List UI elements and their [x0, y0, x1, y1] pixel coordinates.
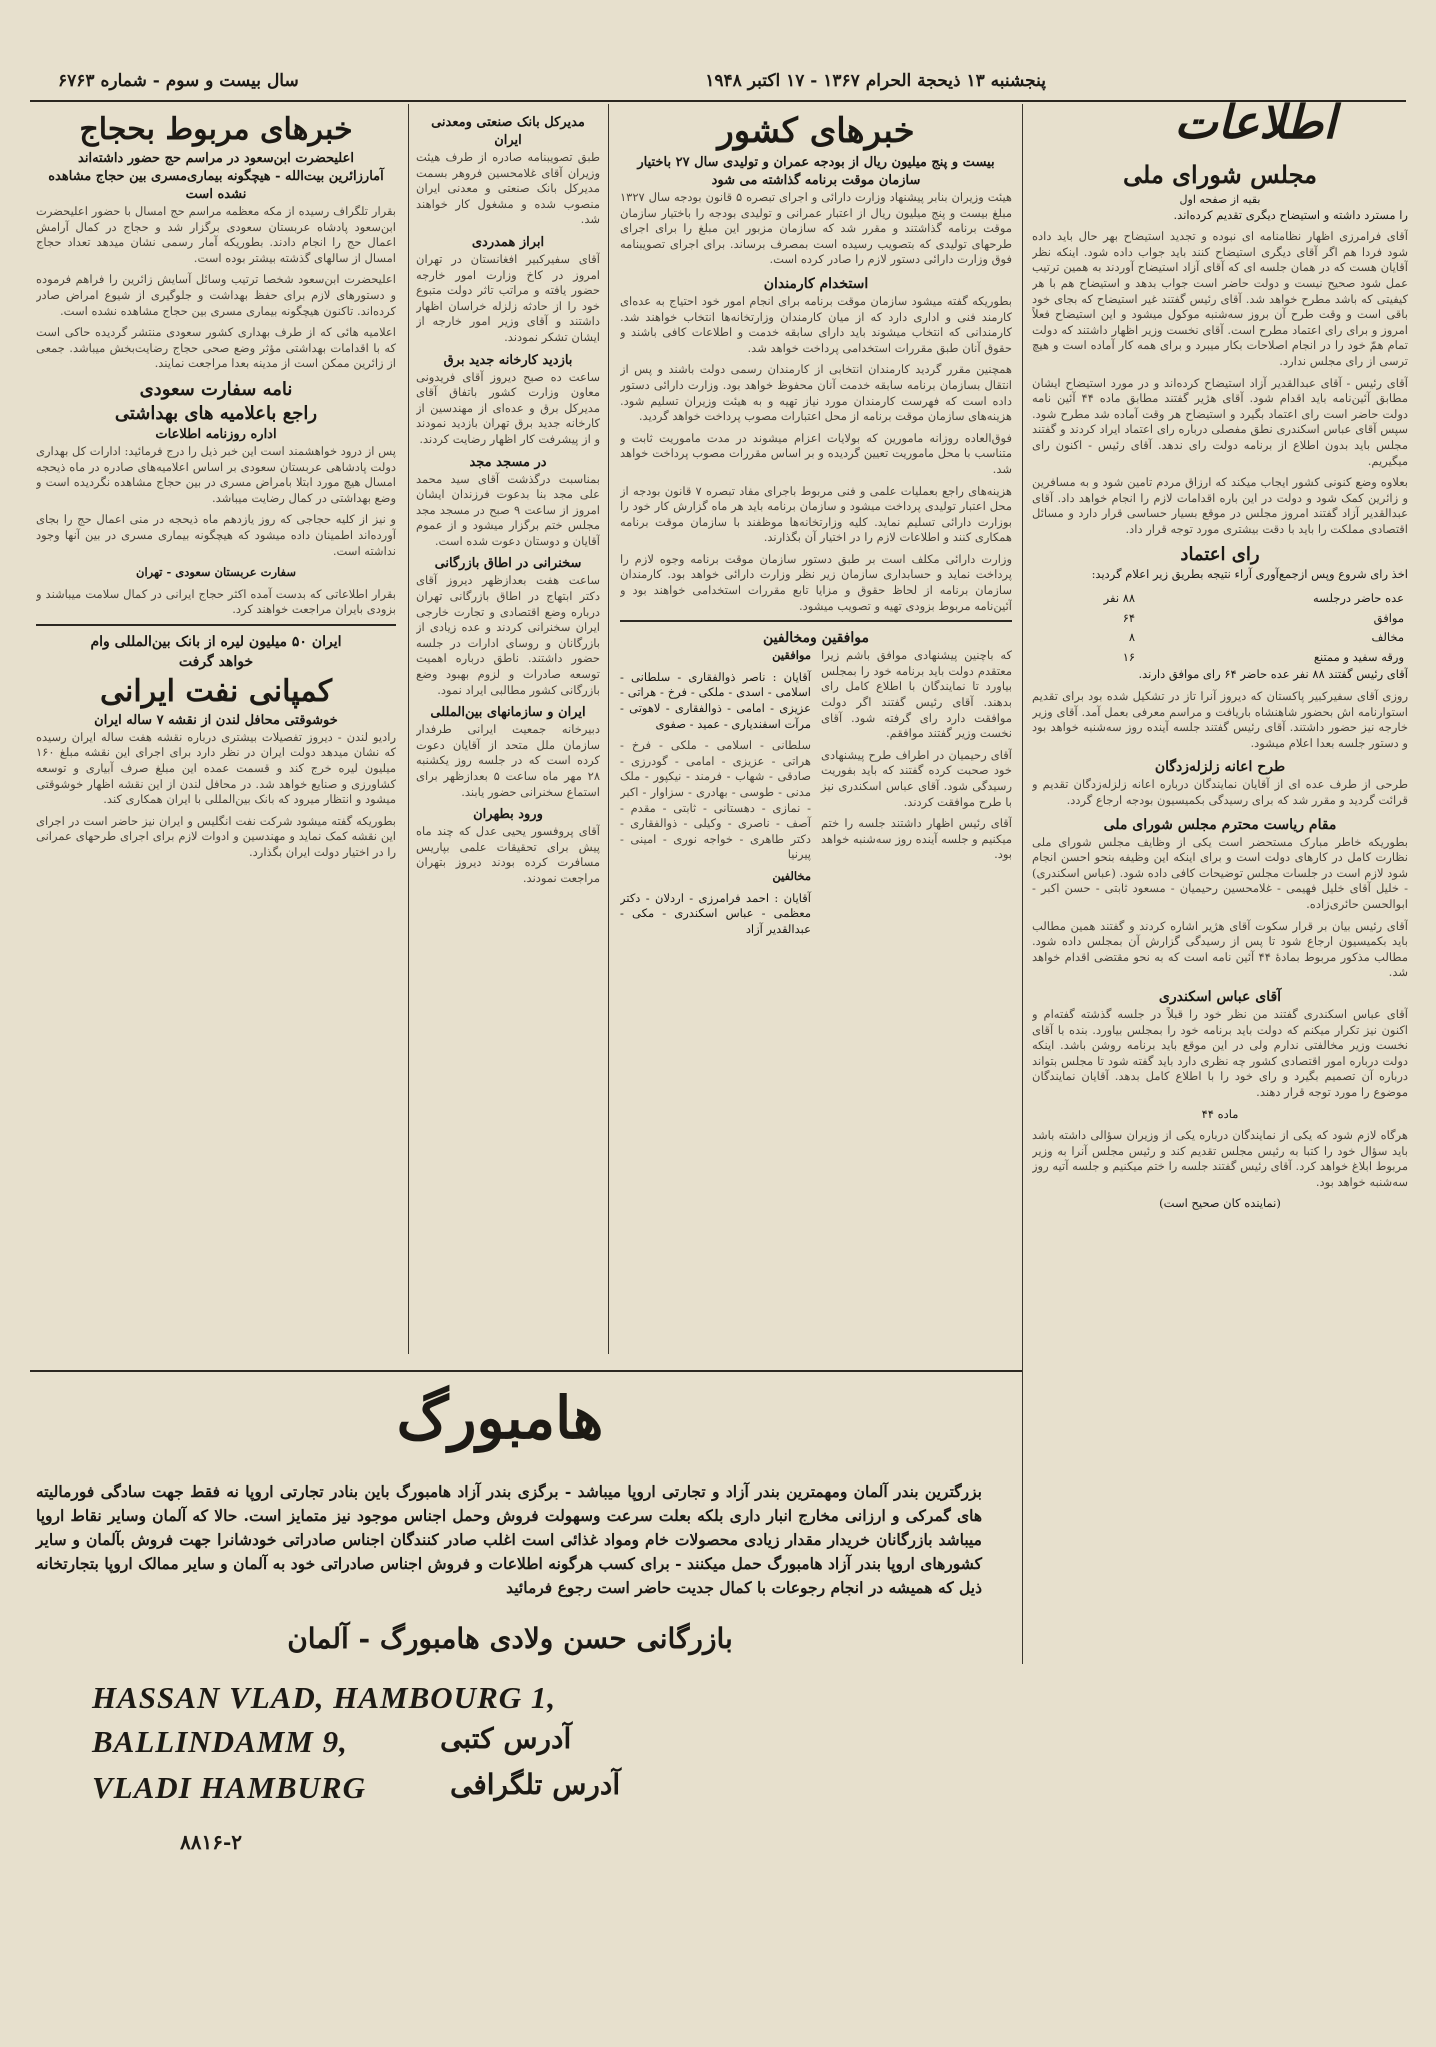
ad-body: بزرگترین بندر آلمان ومهمترین بندر آزاد و تجارتی اروپا میباشد - برگزی بندر آزاد هامبورگ باین بنادر تجارتی اروپا نه فقط جهت سادگی فورمالیته های گمرکی و ارزانی مخارج انبار داری بلکه بعلت سرعت وسهولت فروش وحمل اجناس موجود نیز متمایز است. حالا که آلمان وسایر نقاط اروپا میباشد بازرگانان خریدار مقدار زیادی محصولات خام ومواد غذائی است اغلب صادر کنندگان اجناس صادراتی خودشانرا جهت فروش بآلمان و سایر کشورهای اروپا بندر آزاد هامبورگ حمل میکنند - برای کسب هرگونه اطلاعات و فروش اجناس صادراتی خود به آلمان و سایر ممالک اروپا بتجارتخانه ذیل که همیشه در انجام رجوعات با کمال جدیت حاضر است رجوع فرمائید — [36, 1482, 982, 1597]
mosque-title: در مسجد مجد — [469, 454, 547, 470]
arrival-title: ورود بطهران — [473, 807, 543, 823]
ad-address-line1: HASSAN VLAD, HAMBOURG 1, — [92, 1680, 557, 1715]
muwafeqin-label: موافقین — [772, 648, 811, 663]
table-row: مخالف ۸ — [1128, 630, 1404, 645]
mokhalefin-label: مخالفین — [772, 868, 811, 883]
hajj-column: خبرهای مربوط بحجاج اعلیحضرت ابن‌سعود در مراسم حج حضور داشته‌اند آمارزائرین بیت‌الله - هیچگونه بیماری‌مسری بین حجاج مشاهده نشده است بقرار تلگراف رسیده از مکه معظمه مراسم حج امسال با حضور اعلیحضرت ابن‌سعود پادشاه عربستان سعودی برگزار شد و حجاج در کمال آرامش اعمال حج را انجام دادند. بطوریکه آمار رسمی نشان میدهد تعداد حجاج امسال از سالهای گذشته بیشتر بوده است. اعلیحضرت ابن‌سعود شخصا ترتیب وسائل آسایش زائرین را فراهم فرموده و دستورهای لازم برای حفظ بهداشت و جلوگیری از شیوع امراض صادر کرده‌اند. تاکنون هیچگونه بیماری مسری بین حجاج مشاهده نشده است. اعلامیه هائی که از طرف بهداری کشور سعودی منتشر گردیده حاکی است که با اقدامات بهداشتی مؤثر وضع صحی حجاج رضایت‌بخش میباشد. جمعی از زائرین ممکن است از مدینه بعدا مراجعت نمایند. نامه سفارت سعودی راجع باعلامیه های بهداشتی اداره روزنامه اطلاعات پس از درود خواهشمند است این خبر ذیل را درج فرمائید: ادارات کل بهداری دولت پادشاهی عربستان سعودی بر اساس اعلامیه‌های صادره در ماه ذیحجه امسال هیچ مورد ابتلا بامراض مسری در بین حجاج مشاهده نگردیده است و وضع بهداشتی در کمال رضایت میباشد. و نیز از کلیه حجاجی که روز یازدهم ماه ذیحجه در منی اعمال حج را بجای آورده‌اند اطمینان داده میشود که هیچگونه بیماری مسری در بین آنها وجود نداشته است. سفارت عربستان سعودی - تهران بقرار اطلاعاتی که بدست آمده اکثر حجاج ایرانی در کمال سلامت میباشند و بزودی بایران مراجعت خواهند کرد. ایران ۵۰ میلیون لیره از بانک بین‌المللی وام خواهد گرفت کمپانی نفت ایرانی خوشوقتی محافل لندن از نقشه ۷ ساله ایران رادیو لندن - دیروز تفصیلات بیشتری درباره نقشه هفت ساله ایران رسیده که نشان میدهد دولت ایران در نظر دارد برای اجرای این نقشه مبلغ ۱۶۰ میلیون لیره خرج کند و قسمت عمده این مبلغ صرف آبیاری و توسعه کشاورزی و صنایع خواهد شد. در محافل لندن از این نقشه اظهار خوشوقتی میشود و انتظار میرود که بانک بین‌المللی با ایران همکاری کند. بطوریکه گفته میشود شرکت نفت انگلیس و ایران نیز حاضر است در اجرای این نقشه کمک نماید و مهندسین و ادوات لازم برای اجرای طرحهای عمرانی را در اختیار دولت ایران بگذارد. — [36, 112, 396, 860]
oil-title: کمپانی نفت ایرانی — [100, 673, 332, 709]
ad-divider — [30, 1370, 1022, 1372]
article-label: ماده ۴۴ — [1201, 1106, 1239, 1121]
section-divider — [36, 624, 396, 626]
keshvar-headline: بیست و پنج میلیون ریال از بودجه عمران و تولیدی سال ۲۷ باختیار سازمان موقت برنامه گذاشته می شود — [637, 155, 995, 188]
ad-address-line2: BALLINDAMM 9, — [92, 1724, 348, 1759]
votes-table — [1032, 589, 1408, 667]
loan-line2: خواهد گرفت — [178, 653, 254, 670]
votes-box-right: که باچنین پیشنهادی موافق باشم زیرا معتقدم دولت باید برنامه خود را بمجلس بیاورد تا نمایندگان با اطلاع کامل رای بدهند. آقای رئیس گفتند اگر دولت موافقت دارد رای گرفته شود. آقای نخست وزیر گفتند موافقم. آقای رحیمیان در اطراف طرح پیشنهادی خود صحبت کرده گفتند که باید بفوریت رسیدگی شود. آقای عباس اسکندری نیز با طرح موافقت کردند. آقای رئیس اظهار داشتند جلسه را ختم میکنیم و جلسه آینده روز سه‌شنبه خواهد بود. — [821, 648, 1012, 862]
votes-box — [620, 648, 1012, 943]
ad-title: هامبورگ — [396, 1384, 604, 1452]
muwafeqin-names: آقایان : ناصر ذوالفقاری - سلطانی - اسلامی - اسدی - ملکی - فرخ - هراتی - عزیزی - امامی - ذوالفقاری - لاهوتی - مرآت اسفندیاری - عمید - صفوی — [620, 669, 811, 731]
votes-box-title: موافقین ومخالفین — [763, 630, 869, 647]
continued-note: بقیه از صفحه اول — [1179, 193, 1261, 206]
final-line: (نماینده کان صحیح است) — [1159, 1196, 1281, 1211]
votes-box-left: موافقین آقایان : ناصر ذوالفقاری - سلطانی - اسلامی - اسدی - ملکی - فرخ - هراتی - عزیزی - امامی - ذوالفقاری - لاهوتی - مرآت اسفندیاری - عمید - صفوی سلطانی - اسلامی - ملکی - فرخ - هراتی - عزیزی - امامی - گودرزی - صادقی - شهاب - فرمند - نیکپور - ملک مدنی - طوسی - بهادری - سزاوار - اکبر - نمازی - دهستانی - ثابتی - مقدم - آصف - ناصری - وکیلی - ذوالفقاری - دکتر طاهری - خواجه نوری - امینی - پیرنیا مخالفین آقایان : احمد فرامرزی - اردلان - دکتر معظمی - عباس اسکندری - مکی - عبدالقدیر آزاد — [620, 648, 811, 936]
majlis-column: مجلس شورای ملی بقیه از صفحه اول را مسترد داشته و استیضاح دیگری تقدیم کرده‌اند. آقای فرامرزی اظهار نظامنامه ای نبوده و تجدید استیضاح بهر حال باید داده شود فردا هم اگر آقای دیگری استیضاح کنند باید جواب داده شود. اینکه نظر آقایان هست که در همان جلسه ای که آقای آزاد استیضاح آوردند به همین ترتیب عمل شود صحیح نیست و دولت حاضر است جواب بدهد و استیضاح هم با هر کیفیتی که باشد مطرح خواهد شد. آقای رئیس گفتند غیر استیضاح که بجای خود باقی است و وقت طرح آن بروز سه‌شنبه موکول میشود و این استیضاح فعلاً امروز و برای رای اعتماد مطرح است. آقای نخست وزیر اظهار داشتند که دولت تمام همّ خود را در انجام اصلاحات بکار میبرد و برای همه کار آماده است و هیچ ترسی از رای مجلس ندارد. آقای رئیس - آقای عبدالقدیر آزاد استیضاح کرده‌اند و در مورد استیضاح ایشان مطابق آئین‌نامه باید اقدام شود. آقای هژیر گفتند مطابق ماده ۴۴ آئین نامه دولت حاضر است رای اعتماد بگیرد و استیضاح هر وقت آماده شد مطرح شود. سپس آقای عباس اسکندری نطق مفصلی درباره رای اعتماد ایراد کردند و گفتند مجلس باید بدون اطلاع از برنامه دولت رای ندهد. آقای رئیس - اکنون رای میگیریم. بعلاوه وضع کنونی کشور ایجاب میکند که ارزاق مردم تامین شود و به مسافرین و زائرین کمک شود و دولت در این باره اقدامات لازم را انجام خواهد داد. آقای عبدالقدیر آزاد گفتند امروز مجلس در موقع بسیار حساسی قرار دارد و مسائل اقتصادی مملکت را باید با دقت بیشتری مورد توجه قرار داد. رای اعتماد اخذ رای شروع وپس ازجمع‌آوری آراء نتیجه بطریق زیر اعلام گردید: عده حاضر درجلسه ۸۸ نفر موافق ۶۴ مخالف ۸ ورقه سفید و ممتنع ۱۶ آقای رئیس گفتند ۸۸ نفر عده حاضر ۶۴ رای موافق دارند. روزی آقای سفیرکبیر پاکستان که دیروز آنرا تاز در تشکیل شده بود برای تقدیم استوارنامه اش بحضور شاهنشاه باریافت و مراسم معرفی بعمل آمد. آقای وزیر خارجه نیز حضور داشتند. آقای رئیس گفتند جلسه آینده روز سه‌شنبه خواهد بود و دستور جلسه بعدا اعلام میشود. طرح اعانه زلزله‌زدگان طرحی از طرف عده ای از آقایان نمایندگان درباره اعانه زلزله‌زدگان تقدیم و قرائت گردید و مقرر شد که برای رسیدگی بکمیسیون بودجه ارجاع گردد. مقام ریاست محترم مجلس شورای ملی بطوریکه خاطر مبارک مستحضر است یکی از وظایف مجلس شورای ملی نظارت کامل در کارهای دولت است و برای اینکه این وظیفه بنحو احسن انجام شود لازم است در جلسات مجلس توضیحات کافی داده شود. (عباس اسکندری) - خلیل آقای خلیل فهیمی - غلامحسین رحیمیان - مسعود ثابتی - حسن اکبر - ابوالحسن حائری‌زاده. آقای رئیس بیان بر قرار سکوت آقای هژیر اشاره کردند و گفتند همین مطالب باید بکمیسیون ارجاع شود تا پس از رسیدگی گزارش آن بمجلس داده شود. مطالب مذکور مربوط بمادۀ ۴۴ آئین نامه است که به نحو مقتضی اقدام خواهد شد. آقای عباس اسکندری آقای عباس اسکندری گفتند من نظر خود را قبلاً در جلسه گذشته گفته‌ام و اکنون نیز تکرار میکنم که دولت باید برنامه خود را بمجلس بیاورد. بنده با آقای نخست وزیر مخالفتی ندارم ولی در این موقع باید برنامه روشن باشد. اینکه دولت درباره امور اقتصادی کشور چه نظری دارد باید گفته شود تا مجلس بتواند درباره آن تصمیم بگیرد و رای خود را با اطلاع کامل بدهد. آقایان نمایندگان موضوع را مورد توجه قرار دهند. ماده ۴۴ هرگاه لازم شود که یکی از نمایندگان درباره یکی از وزیران سؤالی داشته باشد باید سؤال خود را کتبا به رئیس مجلس تقدیم کند و رئیس مجلس آنرا به وزیر مربوط ابلاغ خواهد کرد. آقای رئیس گفتند جلسه را ختم میکنیم و جلسه آتیه روز سه‌شنبه خواهد بود. (نماینده کان صحیح است) — [1032, 160, 1408, 1211]
table-row: موافق ۶۴ — [1122, 610, 1404, 625]
date-line: پنجشنبه ۱۳ ذیحجة الحرام ۱۳۶۷ - ۱۷ اکتبر ۱۹۴۸ — [705, 71, 1046, 91]
votes-result: آقای رئیس گفتند ۸۸ نفر عده حاضر ۶۴ رای موافق دارند. — [1138, 667, 1408, 682]
keshvar-title: خبرهای کشور — [717, 111, 915, 151]
letter-sub: راجع باعلامیه های بهداشتی — [114, 402, 318, 424]
middle-column: مدیرکل بانک صنعتی ومعدنی ایران طبق تصویبنامه صادره از طرف هیئت وزیران آقای غلامحسین فروهر بسمت مدیرکل بانک صنعتی و معدنی ایران منصوب شده و مشغول کار خواهند شد. ابراز همدردی آقای سفیرکبیر افغانستان در تهران امروز در کاخ وزارت امور خارجه حضور یافته و مراتب تاثر دولت متبوع خود را از حادثه زلزله خراسان اظهار داشتند و آقای وزیر امور خارجه از ایشان تشکر نمودند. بازدید کارخانه جدید برق ساعت ده صبح دیروز آقای فریدونی معاون وزارت کشور باتفاق آقای مدیرکل برق و عده‌ای از مهندسین از کارخانه جدید برق تهران بازدید نمودند و از پیشرفت کار اظهار رضایت کردند. در مسجد مجد بمناسبت درگذشت آقای سید محمد علی مجد بنا بدعوت فرزندان ایشان امروز از ساعت ۹ صبح در مسجد مجد مجلس ختم برگزار میشود و از عموم آقایان و دوستان دعوت شده است. سخنرانی در اطاق بازرگانی ساعت هفت بعدازظهر دیروز آقای دکتر ابتهاج در اطاق بازرگانی تهران درباره وضع اقتصادی و تجارت خارجی ایران سخنرانی کردند و عده زیادی از بازرگانان و روسای ادارات در جلسه حضور داشتند. ناطق درباره اهمیت توسعه صادرات و لزوم بهبود وضع بازرگانی کشور مطالبی ایراد نمود. ایران و سازمانهای بین‌المللی دبیرخانه جمعیت ایرانی طرفدار سازمان ملل متحد از آقایان دعوت کرده است که در جلسه روز یکشنبه ۲۸ مهر ماه ساعت ۵ بعدازظهر برای استماع سخنرانی حضور یابند. ورود بطهران آقای پروفسور یحیی عدل که چند ماه پیش برای تحقیقات علمی بپاریس مسافرت کرده بودند دیروز بتهران مراجعت نمودند. — [416, 115, 600, 885]
abbas-title: آقای عباس اسکندری — [1158, 988, 1282, 1005]
votes-title: رای اعتماد — [1180, 544, 1260, 566]
intl-orgs-title: ایران و سازمانهای بین‌المللی — [430, 705, 586, 721]
letter-to: اداره روزنامه اطلاعات — [155, 426, 277, 442]
ad-phone: ۸۸۱۶-۲ — [180, 1830, 243, 1854]
issue-line: سال بیست و سوم - شماره ۶۷۶۳ — [58, 71, 299, 91]
majlis-body: آقای فرامرزی اظهار نظامنامه ای نبوده و تجدید استیضاح بهر حال باید داده شود فردا هم اگر آقای دیگری استیضاح کنند باید جواب داده شود. اینکه نظر آقایان هست که در همان جلسه ای که آقای آزاد استیضاح آوردند به همین ترتیب عمل شود صحیح نیست و دولت حاضر است جواب بدهد و استیضاح هم با هر کیفیتی که باشد مطرح خواهد شد. آقای رئیس گفتند غیر استیضاح که بجای خود باقی است و وقت طرح آن بروز سه‌شنبه موکول میشود و این استیضاح فعلاً امروز و برای رای اعتماد مطرح است. آقای نخست وزیر اظهار داشتند که دولت تمام همّ خود را در انجام اصلاحات بکار میبرد و برای همه کار آماده است و هیچ ترسی از رای مجلس ندارد. — [1032, 229, 1408, 368]
hajj-title: خبرهای مربوط بحجاج — [79, 112, 353, 147]
column-divider — [608, 104, 609, 1354]
chamber-speech-title: سخنرانی در اطاق بازرگانی — [434, 556, 582, 572]
section-divider — [620, 620, 1012, 622]
ad-address-label: آدرس کتبی — [440, 1722, 572, 1755]
hajj-sub2: آمارزائرین بیت‌الله - هیچگونه بیماری‌مسری بین حجاج مشاهده نشده است — [48, 169, 384, 202]
embassy-sign: سفارت عربستان سعودی - تهران — [136, 565, 296, 580]
newspaper-logo: اطلاعات — [1174, 95, 1336, 149]
ad-telegraph-label: آدرس تلگرافی — [450, 1768, 621, 1801]
table-row: عده حاضر درجلسه ۸۸ نفر — [1103, 591, 1404, 606]
bank-title: مدیرکل بانک صنعتی ومعدنی ایران — [431, 115, 585, 148]
hajj-sub: اعلیحضرت ابن‌سعود در مراسم حج حضور داشته‌اند — [78, 151, 354, 166]
employ-title: استخدام کارمندان — [763, 275, 869, 292]
ministers-title: مقام ریاست محترم مجلس شورای ملی — [1103, 816, 1337, 833]
majlis-title: مجلس شورای ملی — [1123, 160, 1317, 189]
zilzeleh-title: طرح اعانه زلزله‌زدگان — [1154, 759, 1286, 776]
oil-sub: خوشوقتی محافل لندن از نقشه ۷ ساله ایران — [94, 712, 338, 728]
sympathy-title: ابراز همدردی — [471, 234, 545, 250]
ad-company: بازرگانی حسن ولادی هامبورگ - آلمان — [287, 1622, 733, 1655]
majlis-intro: را مسترد داشته و استیضاح دیگری تقدیم کرده‌اند. — [1173, 207, 1408, 222]
keshvar-column: خبرهای کشور بیست و پنج میلیون ریال از بودجه عمران و تولیدی سال ۲۷ باختیار سازمان موقت برنامه گذاشته می شود هیئت وزیران بنابر پیشنهاد وزارت دارائی و اجرای تبصره ۵ قانون بودجه سال ۱۳۲۷ مبلغ بیست و پنج میلیون ریال از اعتبار عمرانی و تولیدی بودجه را باختیار سازمان موقت برنامه گذاشتند و مقرر شد که سازمان مزبور این مبلغ را برای اجرای طرحهای تولیدی که بتصویب رسیده است بمصرف برساند. برای اجرای تصویبنامه فوق وزارت دارائی دستور لازم را صادر کرده است. استخدام کارمندان بطوریکه گفته میشود سازمان موقت برنامه برای انجام امور خود احتیاج به عده‌ای کارمند فنی و اداری دارد که از میان کارمندان وزارتخانه‌ها انتخاب خواهند شد. کارمندانی که انتخاب میشوند باید دارای سابقه خدمت و اطلاعات کافی باشند و حقوق آنان طبق مقررات استخدامی پرداخت خواهد شد. همچنین مقرر گردید کارمندان انتخابی از کارمندان رسمی دولت باشند و پس از انتقال بسازمان برنامه سابقه خدمت آنان محفوظ خواهد بود. وزارت دارائی دستور داده است که فهرست کارمندان مورد نیاز تهیه و به هیئت وزیران تسلیم شود. هزینه‌های سازمان موقت برنامه از محل اعتبارات مصوب پرداخت خواهد گردید. فوق‌العاده روزانه مامورین که بولایات اعزام میشوند در مدت ماموریت ثابت و متناسب با محل ماموریت تعیین گردیده و بر اساس مقررات مصوب پرداخت خواهد شد. هزینه‌های راجع بعملیات علمی و فنی مربوط باجرای مفاد تبصره ۷ قانون بودجه از محل اعتبار تولیدی پرداخت میشود و سازمان برنامه باید هر ماه گزارش کار خود را بوزارت دارائی تسلیم نماید. کلیه وزارتخانه‌ها موظفند با سازمان موقت برنامه همکاری کنند و اطلاعات لازم را در اختیار آن بگذارند. وزارت دارائی مکلف است بر طبق دستور سازمان موقت برنامه وجوه لازم را پرداخت نماید و حسابداری سازمان زیر نظر وزارت دارائی خواهد بود. کارمندان سازمان برنامه از لحاظ حقوق و مزایا تابع مقررات استخدامی خواهند بود و آئین‌نامه مربوط بزودی تهیه و تصویب میشود. موافقین ومخالفین که باچنین پیشنهادی موافق باشم زیرا معتقدم دولت باید برنامه خود را بمجلس بیاورد تا نمایندگان با اطلاع کامل رای بدهند. آقای رئیس گفتند اگر دولت موافقت دارد رای گرفته شود. آقای نخست وزیر گفتند موافقم. آقای رحیمیان در اطراف طرح پیشنهادی خود صحبت کرده گفتند که باید بفوریت رسیدگی شود. آقای عباس اسکندری نیز با طرح موافقت کردند. آقای رئیس اظهار داشتند جلسه را ختم میکنیم و جلسه آینده روز سه‌شنبه خواهد بود. موافقین آقایان : ناصر ذوالفقاری - سلطانی - اسلامی - اسدی - ملکی - فرخ - هراتی - عزیزی - امامی - ذوالفقاری - لاهوتی - مرآت اسفندیاری - عمید - صفوی سلطانی - اسلامی - ملکی - فرخ - هراتی - عزیزی - امامی - گودرزی - صادقی - شهاب - فرمند - نیکپور - ملک مدنی - طوسی - بهادری - سزاوار - اکبر - نمازی - دهستانی - ثابتی - مقدم - آصف - ناصری - وکیلی - ذوالفقاری - دکتر طاهری - خواجه نوری - امینی - پیرنیا مخالفین آقایان : احمد فرامرزی - اردلان - دکتر معظمی - عباس اسکندری - مکی - عبدالقدیر آزاد — [620, 108, 1012, 1364]
table-row: ورقه سفید و ممتنع ۱۶ — [1122, 649, 1404, 664]
loan-line1: ایران ۵۰ میلیون لیره از بانک بین‌المللی وام — [90, 633, 342, 650]
ad-telegraph: VLADI HAMBURG — [92, 1770, 366, 1805]
votes-intro: اخذ رای شروع وپس ازجمع‌آوری آراء نتیجه بطریق زیر اعلام گردید: — [1091, 567, 1408, 582]
letter-title: نامه سفارت سعودی — [139, 378, 293, 400]
column-divider — [408, 104, 409, 1354]
power-plant-title: بازدید کارخانه جدید برق — [443, 352, 573, 368]
column-divider — [1022, 104, 1023, 1664]
mokhalefin-names: آقایان : احمد فرامرزی - اردلان - دکتر معظمی - عباس اسکندری - مکی - عبدالقدیر آزاد — [620, 890, 811, 936]
